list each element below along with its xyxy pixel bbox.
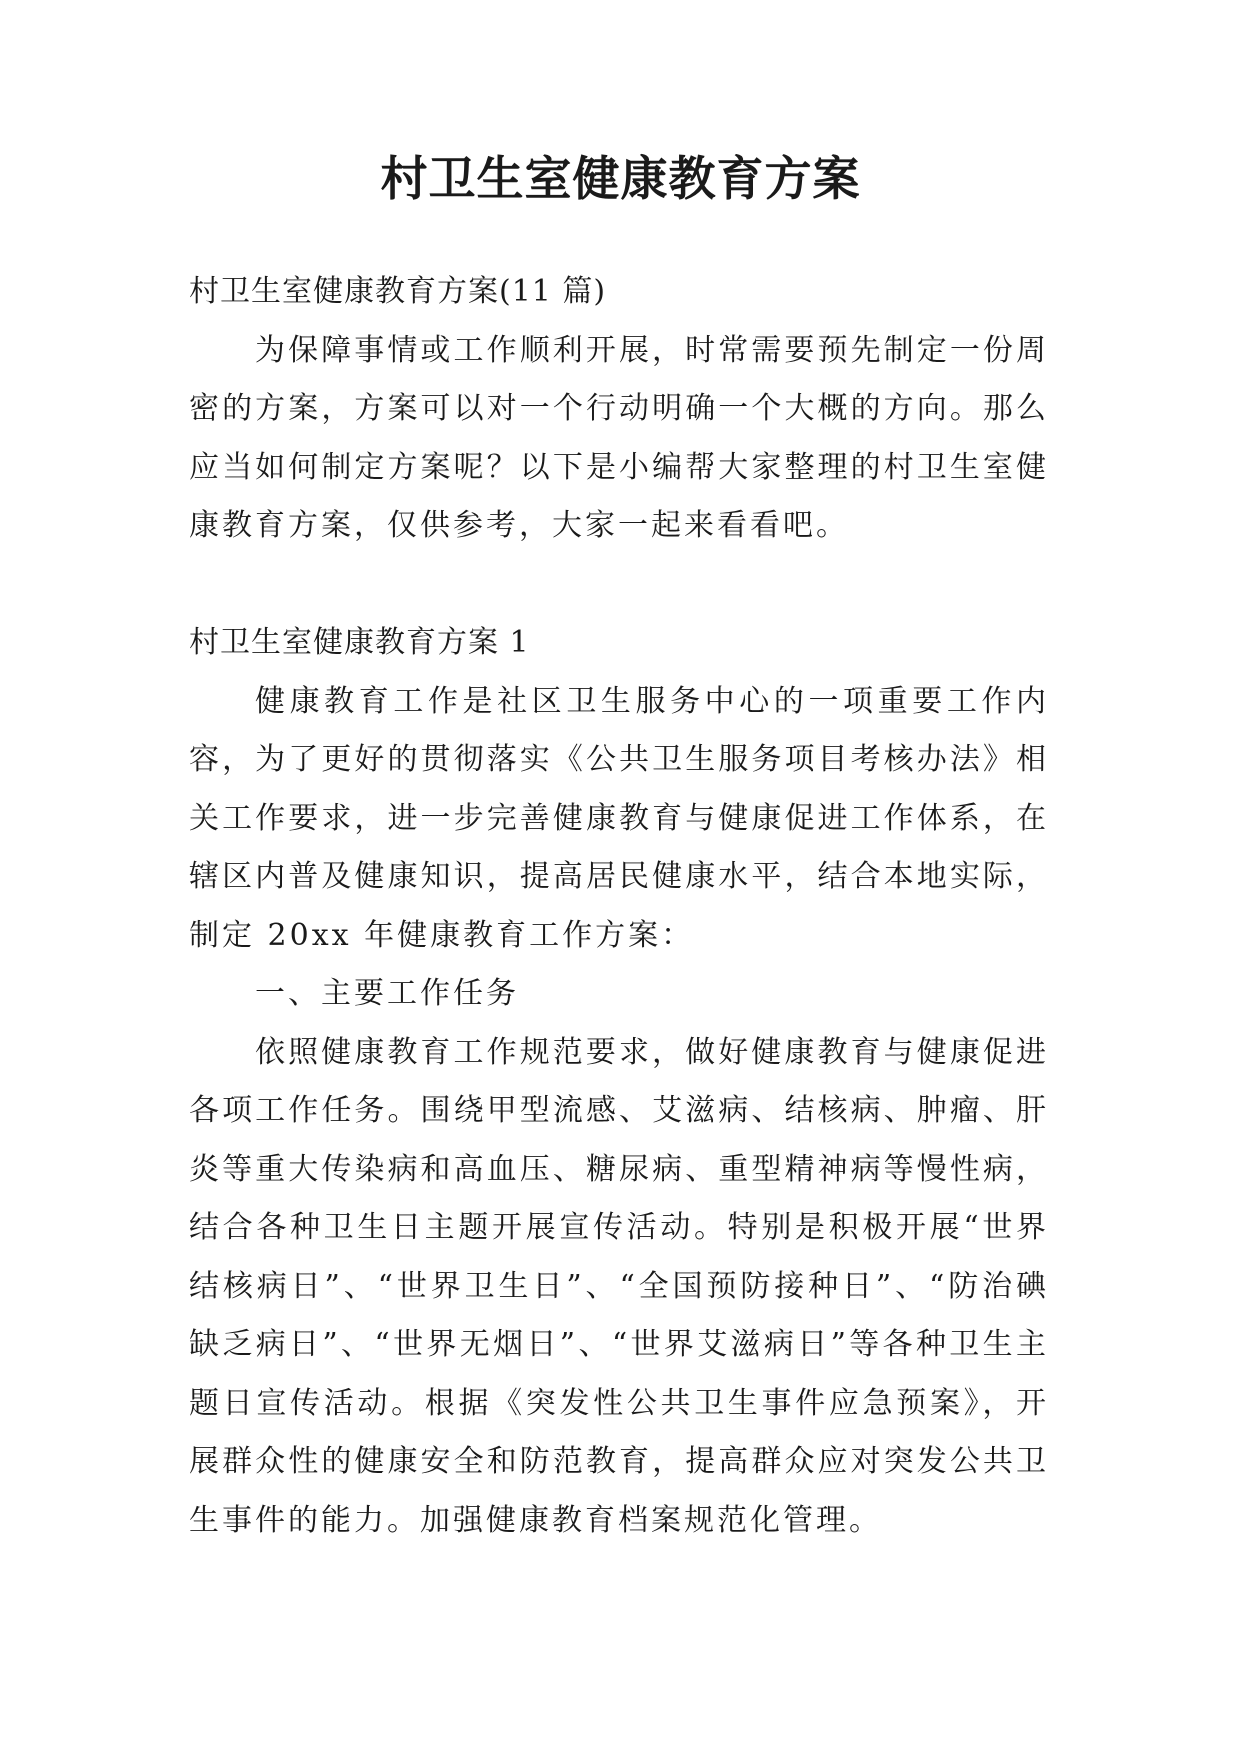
section-heading: 村卫生室健康教育方案 1 — [189, 625, 530, 660]
section-intro-paragraph: 健康教育工作是社区卫生服务中心的一项重要工作内容，为了更好的贯彻落实《公共卫生服务项目考核办法》相关工作要求，进一步完善健康教育与健康促进工作体系，在辖区内普及健康知识，提高居民健康水平，结合本地实际，制定 20xx 年健康教育工作方案： — [189, 683, 1049, 953]
task-body-paragraph: 依照健康教育工作规范要求，做好健康教育与健康促进各项工作任务。围绕甲型流感、艾滋病、结核病、肿瘤、肝炎等重大传染病和高血压、糖尿病、重型精神病等慢性病，结合各种卫生日主题开展宣传活动。特别是积极开展“世界结核病日”、“世界卫生日”、“全国预防接种日”、“防治碘缺乏病日”、“世界无烟日”、“世界艾滋病日”等各种卫生主题日宣传活动。根据《突发性公共卫生事件应急预案》，开展群众性的健康安全和防范教育，提高群众应对突发公共卫生事件的能力。加强健康教育档案规范化管理。 — [189, 1034, 1049, 1538]
task-heading: 一、主要工作任务 — [255, 976, 519, 1011]
document-subtitle: 村卫生室健康教育方案(11 篇) — [189, 274, 607, 309]
paragraph-spacer — [189, 556, 1049, 615]
document-body — [189, 263, 1049, 1550]
intro-paragraph: 为保障事情或工作顺利开展，时常需要预先制定一份周密的方案，方案可以对一个行动明确一个大概的方向。那么应当如何制定方案呢？以下是小编帮大家整理的村卫生室健康教育方案，仅供参考，大家一起来看看吧。 — [189, 332, 1049, 543]
document-title: 村卫生室健康教育方案 — [380, 152, 861, 207]
